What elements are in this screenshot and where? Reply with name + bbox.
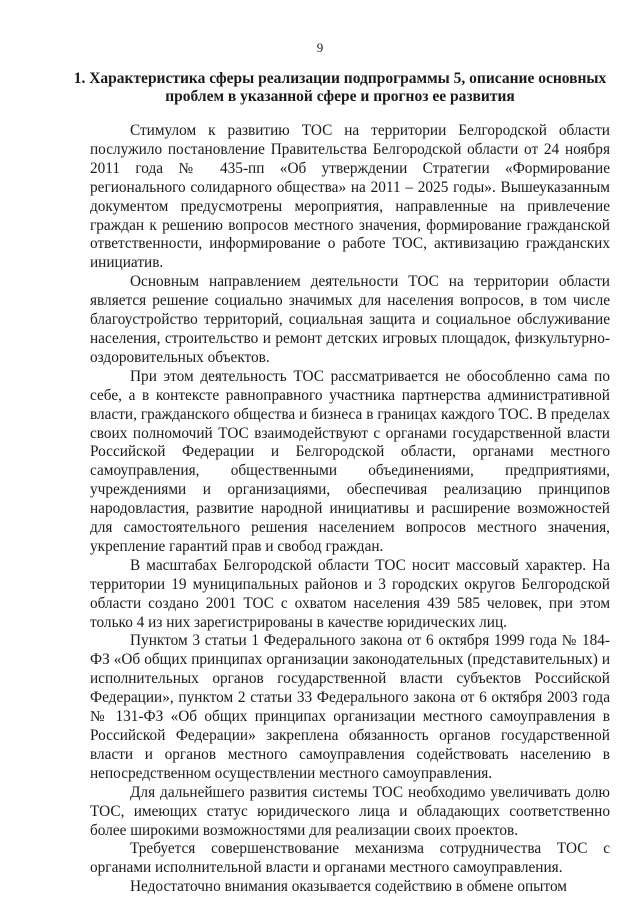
paragraph: При этом деятельность ТОС рассматривается не обособленно сама по себе, а в контексте равноправного участника партнерства административной власти, гражданского общества и бизнеса в границах каждого ТОС. В пределах своих полномочий ТОС взаимодействуют с органами государственной власти Российской Федерации и Белгородской области, органами местного самоуправления, общественными объединениями, предприятиями, учреждениями и организациями, обеспечивая реализацию принципов народовластия, развитие народной инициативы и расширение возможностей для самостоятельного решения населением вопросов местного значения, укрепление гарантий прав и свобод граждан. <box>90 367 610 555</box>
paragraph: Стимулом к развитию ТОС на территории Белгородской области послужило постановление Правительства Белгородской области от 24 ноября 2011 года № 435-пп «Об утверждении Стратегии «Формирование регионального солидарного общества» на 2011 – 2025 годы». Вышеуказанным документом предусмотрены мероприятия, направленные на привлечение граждан к решению вопросов местного значения, формирование гражданской ответственности, информирование о работе ТОС, активизацию гражданских инициатив. <box>90 122 610 272</box>
paragraph: В масштабах Белгородской области ТОС носит массовый характер. На территории 19 муниципальных районов и 3 городских округов Белгородской области создано 2001 ТОС с охватом населения 439 585 человек, при этом только 4 из них зарегистрированы в качестве юридических лиц. <box>90 556 610 631</box>
paragraph: Недостаточно внимания оказывается содействию в обмене опытом <box>130 878 567 896</box>
body-text <box>90 122 610 897</box>
paragraph: Требуется совершенствование механизма сотрудничества ТОС с органами исполнительной власти и органами местного самоуправления. <box>90 840 610 877</box>
section-title: 1. Характеристика сферы реализации подпрограммы 5, описание основных проблем в указанной сфере и прогноз ее развития <box>73 70 607 105</box>
page-number: 9 <box>316 40 324 55</box>
paragraph: Для дальнейшего развития системы ТОС необходимо увеличивать долю ТОС, имеющих статус юридического лица и обладающих соответственно более широкими возможностями для реализации своих проектов. <box>90 783 610 839</box>
paragraph: Основным направлением деятельности ТОС на территории области является решение социально значимых для населения вопросов, в том числе благоустройство территорий, социальная защита и социальное обслуживание населения, строительство и ремонт детских игровых площадок, физкультурно-оздоровительных объектов. <box>90 273 610 366</box>
paragraph: Пунктом 3 статьи 1 Федерального закона от 6 октября 1999 года № 184-ФЗ «Об общих принципах организации законодательных (представительных) и исполнительных органов государственной власти субъектов Российской Федерации», пунктом 2 статьи 33 Федерального закона от 6 октября 2003 года № 131-ФЗ «Об общих принципах организации местного самоуправления в Российской Федерации» закреплена обязанность органов государственной власти и органов местного самоуправления содействовать населению в непосредственном осуществлении местного самоуправления. <box>90 632 610 782</box>
